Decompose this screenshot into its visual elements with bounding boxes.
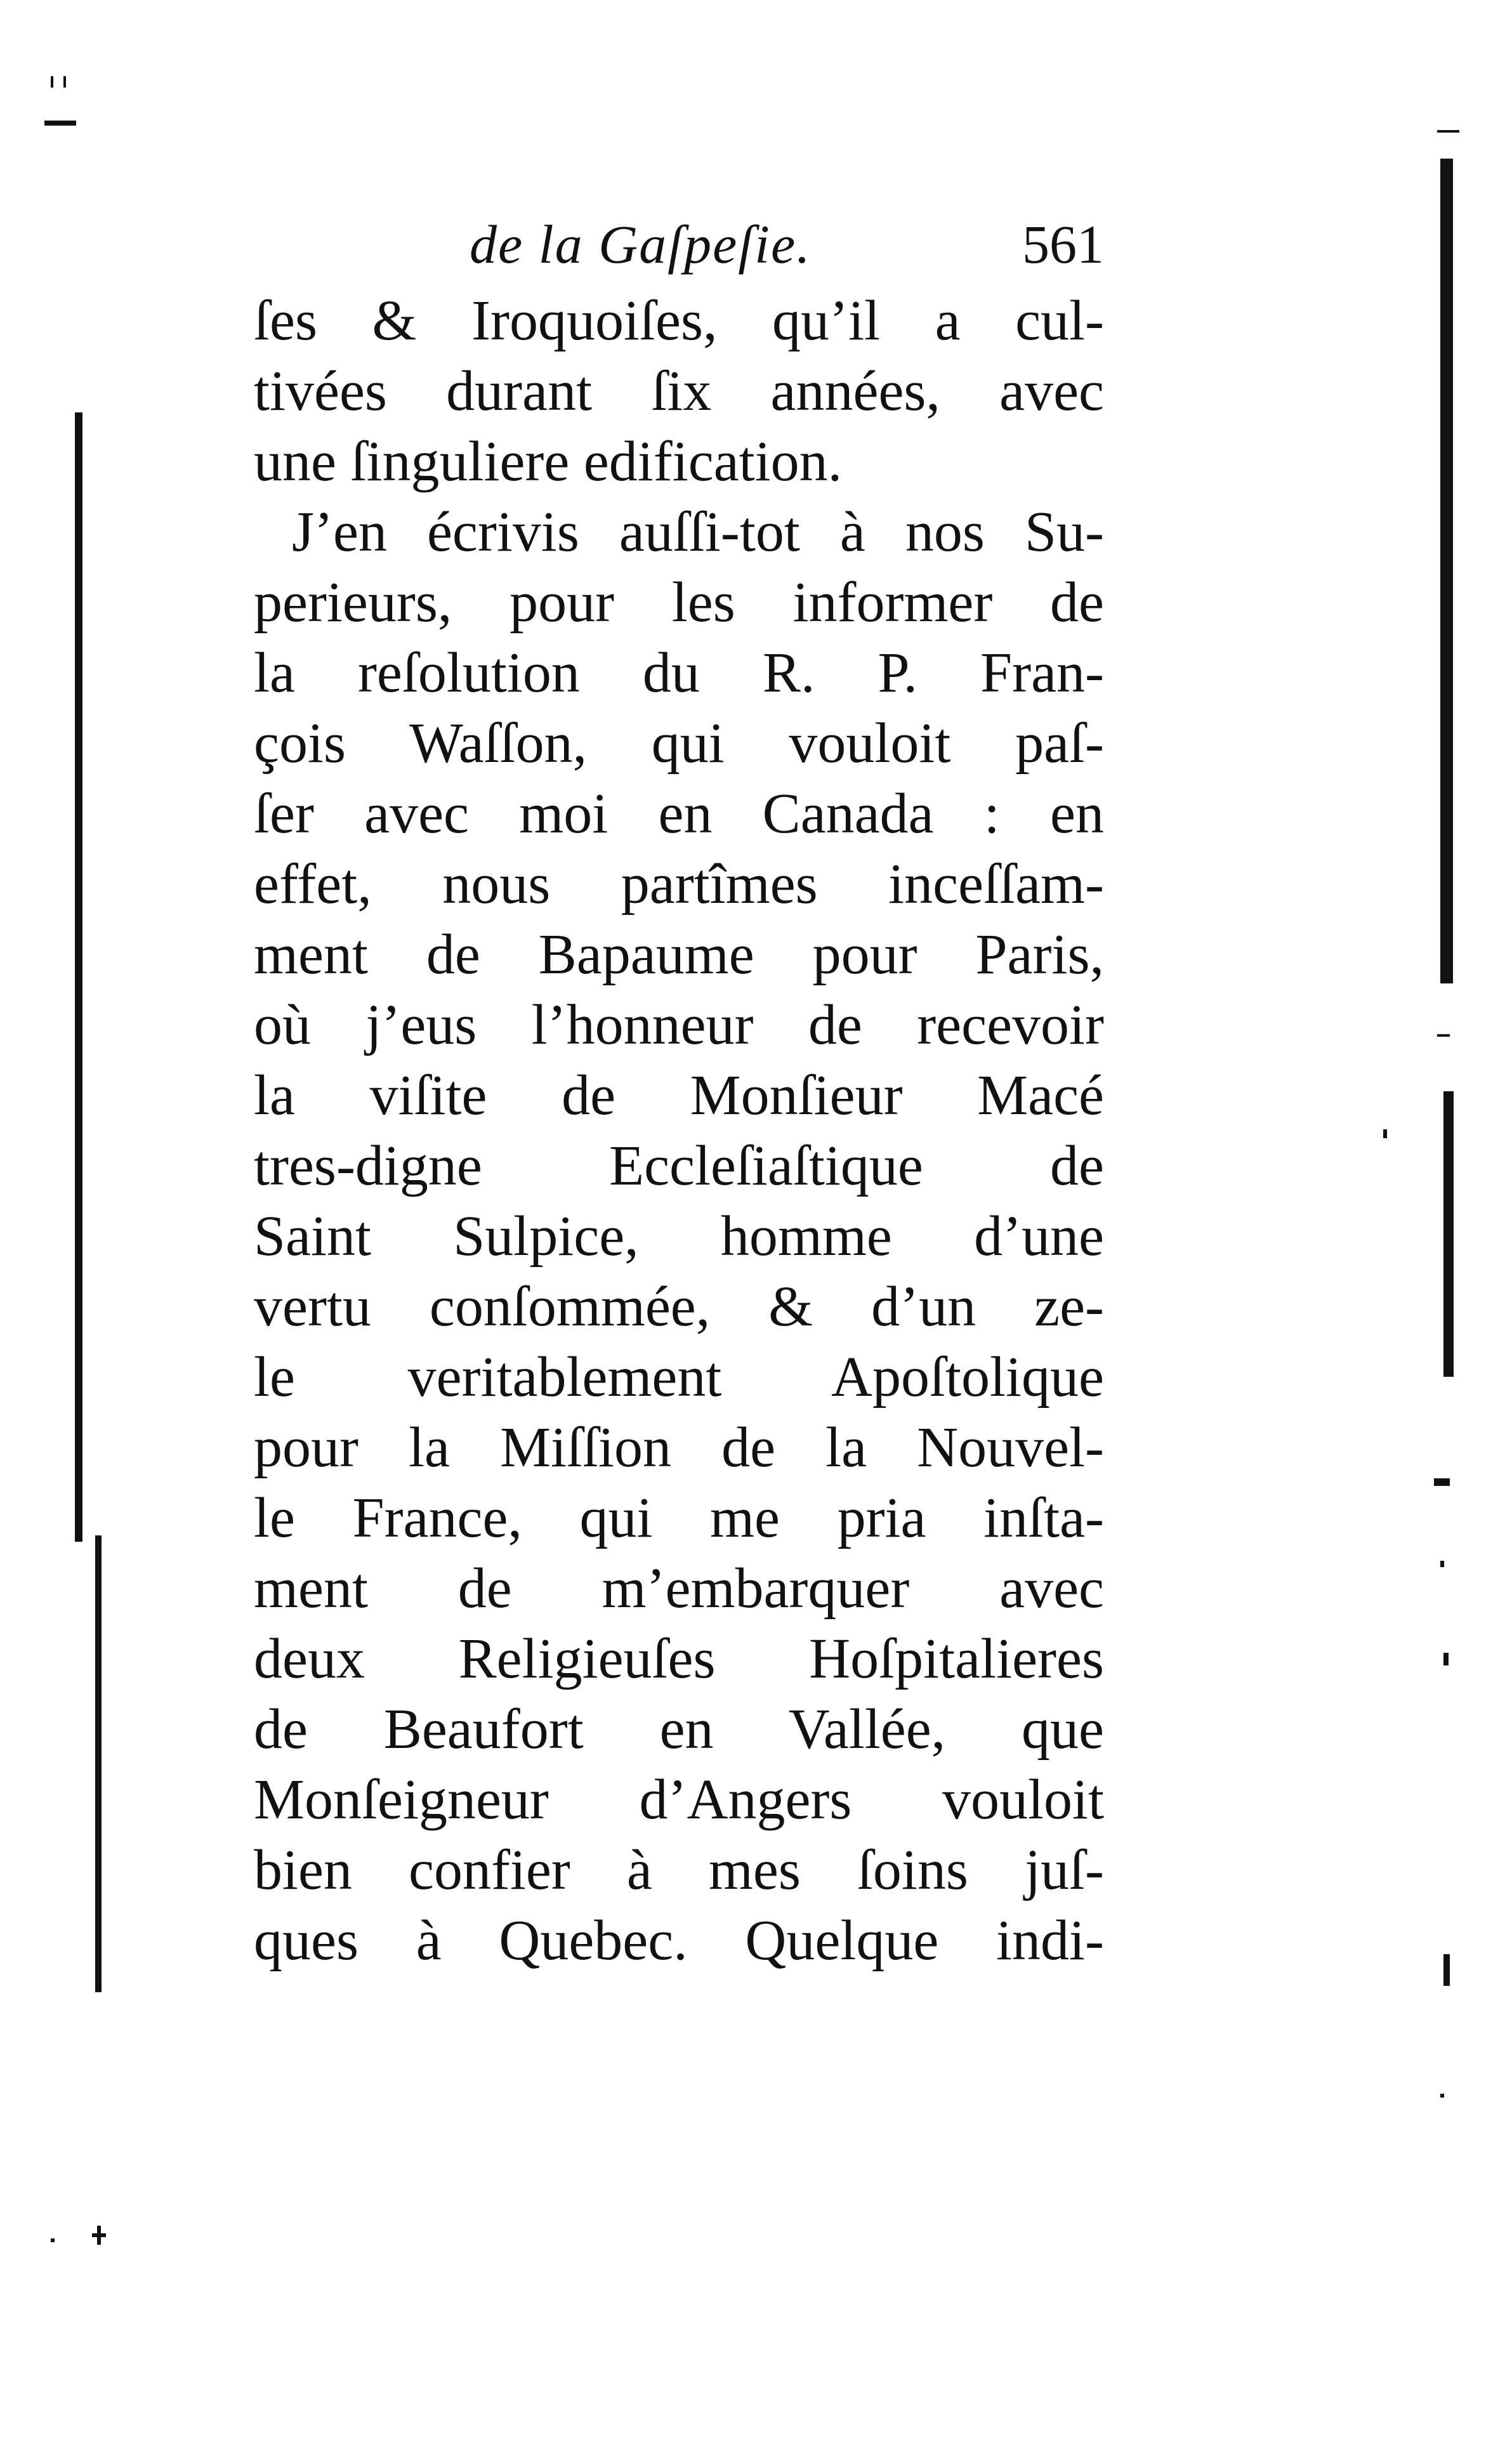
text-line: pour la Miſſion de la Nouvel- <box>254 1416 1104 1479</box>
scan-edge-shadow-left <box>75 412 82 1542</box>
scan-mark <box>51 2238 55 2242</box>
text-line: de Beaufort en Vallée, que <box>254 1698 1104 1761</box>
text-line: Saint Sulpice, homme d’une <box>254 1205 1104 1268</box>
page-number: 561 <box>1022 214 1104 275</box>
text-line: la reſolution du R. P. Fran- <box>254 641 1104 704</box>
scan-edge-shadow-left-lower <box>95 1535 102 1992</box>
scan-mark <box>51 76 53 88</box>
scan-edge-shadow-right-lower <box>1443 1091 1454 1377</box>
text-line: ment de m’embarquer avec <box>254 1557 1104 1620</box>
text-line: bien confier à mes ſoins juſ- <box>254 1839 1104 1901</box>
text-line: tivées durant ſix années, avec <box>254 360 1104 423</box>
text-line: çois Waſſon, qui vouloit paſ- <box>254 712 1104 775</box>
text-line: ment de Bapaume pour Paris, <box>254 923 1104 986</box>
scan-mark <box>44 121 76 126</box>
scan-mark <box>1437 130 1459 133</box>
body-text <box>254 286 1104 1976</box>
running-title: de la Gaſpeſie. <box>470 214 812 275</box>
text-line: le veritablement Apoſtolique <box>254 1346 1104 1409</box>
scan-mark <box>63 76 66 88</box>
scan-mark <box>1443 1954 1450 1986</box>
scan-mark <box>97 2226 101 2245</box>
text-line: le France, qui me pria inſta- <box>254 1487 1104 1549</box>
text-line: perieurs, pour les informer de <box>254 571 1104 634</box>
text-line: ſes & Iroquoiſes, qu’il a cul- <box>254 289 1104 352</box>
scan-mark <box>1434 1478 1450 1486</box>
scan-mark <box>1443 1653 1449 1665</box>
text-line: ques à Quebec. Quelque indi- <box>254 1909 1104 1972</box>
text-line: la viſite de Monſieur Macé <box>254 1064 1104 1127</box>
text-line: deux Religieuſes Hoſpitalieres <box>254 1627 1104 1690</box>
text-line: une ſinguliere edification. <box>254 430 843 493</box>
text-line: où j’eus l’honneur de recevoir <box>254 994 1104 1056</box>
scan-mark <box>1440 1561 1444 1567</box>
scan-edge-shadow-right <box>1440 159 1453 983</box>
page-header <box>470 209 1104 279</box>
text-line: Monſeigneur d’Angers vouloit <box>254 1768 1104 1831</box>
text-line: effet, nous partîmes inceſſam- <box>254 853 1104 916</box>
scan-mark <box>1437 1034 1450 1037</box>
text-line: J’en écrivis auſſi-tot à nos Su- <box>292 501 1104 563</box>
text-line: tres-digne Eccleſiaſtique de <box>254 1134 1104 1197</box>
text-line: ſer avec moi en Canada : en <box>254 782 1104 845</box>
scan-mark <box>1383 1129 1387 1138</box>
text-line: vertu conſommée, & d’un ze- <box>254 1275 1104 1338</box>
scan-mark <box>1440 2094 1444 2098</box>
